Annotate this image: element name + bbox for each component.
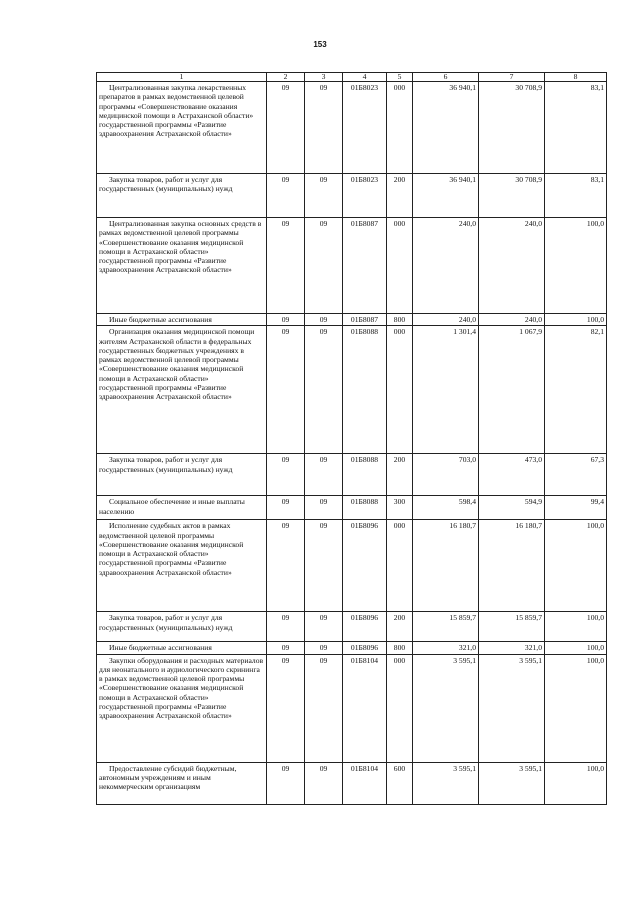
percent-cell: 99,4 xyxy=(545,496,607,520)
planned-amount-cell: 3 595,1 xyxy=(413,762,479,804)
executed-amount-cell: 30 708,9 xyxy=(479,82,545,174)
row-name-cell xyxy=(97,314,267,326)
row-name-cell xyxy=(97,642,267,654)
section-cell: 09 xyxy=(267,314,305,326)
expense-type-cell: 000 xyxy=(387,654,413,762)
planned-amount-cell: 15 859,7 xyxy=(413,612,479,642)
executed-amount-cell: 240,0 xyxy=(479,218,545,314)
row-name-cell xyxy=(97,612,267,642)
section-cell: 09 xyxy=(267,82,305,174)
row-name: Централизованная закупка лекарственных препаратов в рамках ведомственной целевой программы «Совершенствование оказания медицинской помощи в Астраханской области» государственной программы «Развитие здравоохранения Астраханской области» xyxy=(99,83,254,139)
row-name: Социальное обеспечение и иные выплаты населению xyxy=(99,497,245,516)
page-number: 153 xyxy=(313,40,327,49)
section-cell: 09 xyxy=(267,496,305,520)
percent-cell: 83,1 xyxy=(545,174,607,218)
table-row xyxy=(97,314,607,326)
row-name-cell xyxy=(97,326,267,454)
subsection-cell: 09 xyxy=(305,520,343,612)
row-name-cell xyxy=(97,496,267,520)
executed-amount-cell: 473,0 xyxy=(479,454,545,496)
table-row xyxy=(97,82,607,174)
executed-amount-cell: 240,0 xyxy=(479,314,545,326)
row-name: Иные бюджетные ассигнования xyxy=(109,315,212,324)
percent-cell: 67,3 xyxy=(545,454,607,496)
row-name: Закупка товаров, работ и услуг для государственных (муниципальных) нужд xyxy=(99,613,233,632)
row-name-cell xyxy=(97,520,267,612)
section-cell: 09 xyxy=(267,174,305,218)
planned-amount-cell: 240,0 xyxy=(413,218,479,314)
section-cell: 09 xyxy=(267,326,305,454)
target-article-cell: 01Б8087 xyxy=(343,218,387,314)
target-article-cell: 01Б8023 xyxy=(343,82,387,174)
percent-cell: 100,0 xyxy=(545,654,607,762)
expense-type-cell: 000 xyxy=(387,82,413,174)
executed-amount-cell: 3 595,1 xyxy=(479,654,545,762)
section-cell: 09 xyxy=(267,642,305,654)
row-name-cell xyxy=(97,454,267,496)
expense-type-cell: 000 xyxy=(387,218,413,314)
target-article-cell: 01Б8104 xyxy=(343,654,387,762)
subsection-cell: 09 xyxy=(305,174,343,218)
planned-amount-cell: 240,0 xyxy=(413,314,479,326)
table-header-row xyxy=(97,73,607,82)
expense-type-cell: 200 xyxy=(387,454,413,496)
row-name-cell xyxy=(97,654,267,762)
row-name-cell xyxy=(97,174,267,218)
row-name: Предоставление субсидий бюджетным, автономным учреждениям и иным некоммерческим организациям xyxy=(99,763,237,792)
row-name-cell xyxy=(97,218,267,314)
table-row xyxy=(97,496,607,520)
planned-amount-cell: 36 940,1 xyxy=(413,82,479,174)
expense-type-cell: 300 xyxy=(387,496,413,520)
header-cell: 7 xyxy=(479,73,545,82)
executed-amount-cell: 15 859,7 xyxy=(479,612,545,642)
table-row xyxy=(97,520,607,612)
target-article-cell: 01Б8088 xyxy=(343,454,387,496)
subsection-cell: 09 xyxy=(305,82,343,174)
subsection-cell: 09 xyxy=(305,314,343,326)
section-cell: 09 xyxy=(267,454,305,496)
subsection-cell: 09 xyxy=(305,496,343,520)
subsection-cell: 09 xyxy=(305,326,343,454)
target-article-cell: 01Б8023 xyxy=(343,174,387,218)
table-row xyxy=(97,326,607,454)
row-name: Исполнение судебных актов в рамках ведомственной целевой программы «Совершенствование оказания медицинской помощи в Астраханской области» государственной программы «Развитие здравоохранения Астраханской области» xyxy=(99,521,244,577)
target-article-cell: 01Б8096 xyxy=(343,642,387,654)
row-name-cell xyxy=(97,762,267,804)
expense-type-cell: 200 xyxy=(387,612,413,642)
section-cell: 09 xyxy=(267,520,305,612)
executed-amount-cell: 321,0 xyxy=(479,642,545,654)
target-article-cell: 01Б8096 xyxy=(343,520,387,612)
planned-amount-cell: 598,4 xyxy=(413,496,479,520)
table-row xyxy=(97,612,607,642)
target-article-cell: 01Б8087 xyxy=(343,314,387,326)
row-name: Закупка товаров, работ и услуг для государственных (муниципальных) нужд xyxy=(99,175,233,194)
percent-cell: 100,0 xyxy=(545,314,607,326)
expense-type-cell: 800 xyxy=(387,642,413,654)
percent-cell: 82,1 xyxy=(545,326,607,454)
row-name: Иные бюджетные ассигнования xyxy=(109,643,212,653)
subsection-cell: 09 xyxy=(305,762,343,804)
expense-type-cell: 000 xyxy=(387,520,413,612)
subsection-cell: 09 xyxy=(305,654,343,762)
percent-cell: 100,0 xyxy=(545,520,607,612)
table-row xyxy=(97,454,607,496)
section-cell: 09 xyxy=(267,612,305,642)
row-name: Закупки оборудования и расходных материалов для неонатального и аудиологического скрининга в рамках ведомственной целевой программы «Совершенствование оказания медицинской помощи в Астраханской области» государственной программы «Развитие здравоохранения Астраханской области» xyxy=(99,655,264,721)
percent-cell: 100,0 xyxy=(545,762,607,804)
header-cell: 1 xyxy=(97,73,267,82)
subsection-cell: 09 xyxy=(305,612,343,642)
percent-cell: 100,0 xyxy=(545,218,607,314)
header-cell: 6 xyxy=(413,73,479,82)
header-cell: 4 xyxy=(343,73,387,82)
row-name: Закупка товаров, работ и услуг для государственных (муниципальных) нужд xyxy=(99,455,233,474)
planned-amount-cell: 3 595,1 xyxy=(413,654,479,762)
percent-cell: 100,0 xyxy=(545,642,607,654)
target-article-cell: 01Б8104 xyxy=(343,762,387,804)
planned-amount-cell: 16 180,7 xyxy=(413,520,479,612)
target-article-cell: 01Б8096 xyxy=(343,612,387,642)
subsection-cell: 09 xyxy=(305,218,343,314)
executed-amount-cell: 3 595,1 xyxy=(479,762,545,804)
table-row xyxy=(97,174,607,218)
header-cell: 2 xyxy=(267,73,305,82)
subsection-cell: 09 xyxy=(305,454,343,496)
budget-execution-table xyxy=(96,72,607,805)
target-article-cell: 01Б8088 xyxy=(343,326,387,454)
header-cell: 8 xyxy=(545,73,607,82)
row-name: Организация оказания медицинской помощи жителям Астраханской области в федеральных государственных бюджетных учреждениях в рамках ведомственной целевой программы «Совершенствование оказания медицинской помощи в Астраханской области» государственной программы «Развитие здравоохранения Астраханской области» xyxy=(99,327,255,402)
percent-cell: 100,0 xyxy=(545,612,607,642)
table-row xyxy=(97,762,607,804)
percent-cell: 83,1 xyxy=(545,82,607,174)
planned-amount-cell: 321,0 xyxy=(413,642,479,654)
expense-type-cell: 200 xyxy=(387,174,413,218)
header-cell: 3 xyxy=(305,73,343,82)
planned-amount-cell: 36 940,1 xyxy=(413,174,479,218)
section-cell: 09 xyxy=(267,218,305,314)
section-cell: 09 xyxy=(267,654,305,762)
section-cell: 09 xyxy=(267,762,305,804)
target-article-cell: 01Б8088 xyxy=(343,496,387,520)
header-cell: 5 xyxy=(387,73,413,82)
planned-amount-cell: 1 301,4 xyxy=(413,326,479,454)
subsection-cell: 09 xyxy=(305,642,343,654)
expense-type-cell: 800 xyxy=(387,314,413,326)
expense-type-cell: 600 xyxy=(387,762,413,804)
executed-amount-cell: 30 708,9 xyxy=(479,174,545,218)
row-name: Централизованная закупка основных средств в рамках ведомственной целевой программы «Совершенствование оказания медицинской помощи в Астраханской области» государственной программы «Развитие здравоохранения Астраханской области» xyxy=(99,219,262,275)
planned-amount-cell: 703,0 xyxy=(413,454,479,496)
table-row xyxy=(97,218,607,314)
row-name-cell xyxy=(97,82,267,174)
executed-amount-cell: 1 067,9 xyxy=(479,326,545,454)
executed-amount-cell: 16 180,7 xyxy=(479,520,545,612)
expense-type-cell: 000 xyxy=(387,326,413,454)
table-row xyxy=(97,642,607,654)
executed-amount-cell: 594,9 xyxy=(479,496,545,520)
table-row xyxy=(97,654,607,762)
